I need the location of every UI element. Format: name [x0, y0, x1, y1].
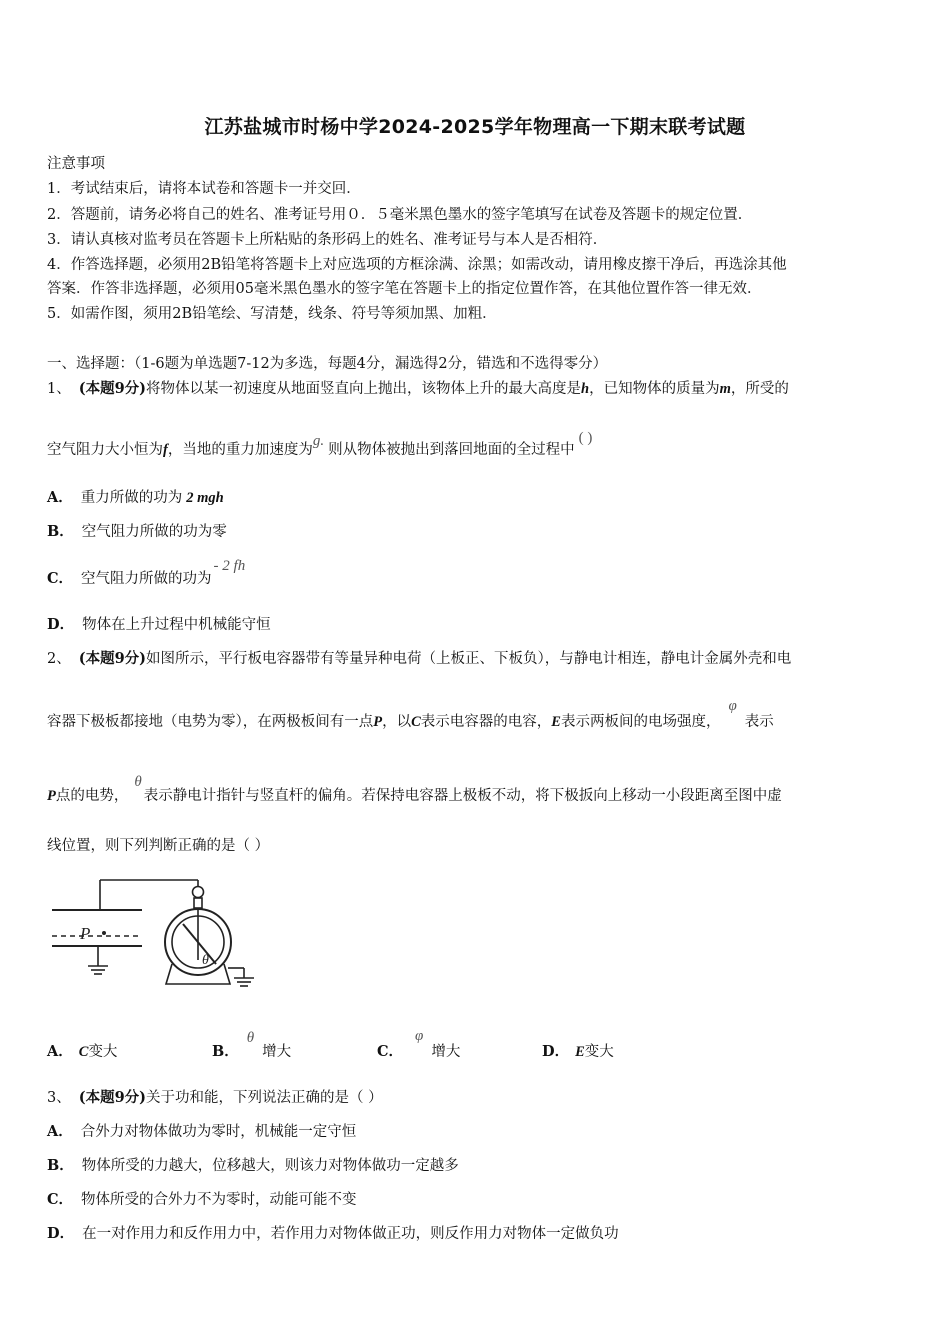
- option-label: C．: [377, 1043, 404, 1060]
- option-text: 合外力对物体做功为零时，机械能一定守恒: [80, 1124, 357, 1140]
- question-text: 表示两板间的电场强度，: [560, 714, 721, 730]
- question-text: ，当地的重力加速度为: [167, 442, 313, 458]
- question-text: 将物体以某一初速度从地面竖直向上抛出，该物体上升的最大高度是: [146, 381, 582, 397]
- option-text: 变大: [88, 1044, 118, 1060]
- q3-option-b[interactable]: [47, 1154, 459, 1175]
- var-h: h: [581, 381, 590, 397]
- question-number: 1、: [47, 381, 71, 397]
- option-label: D．: [47, 1225, 75, 1242]
- option-text: 增大: [431, 1044, 461, 1060]
- question-2-line-4: 线位置，则下列判断正确的是（ ）: [47, 838, 270, 854]
- question-3-stem: [47, 1086, 383, 1107]
- option-text: 物体所受的力越大，位移越大，则该力对物体做功一定越多: [81, 1158, 459, 1174]
- option-label: D．: [542, 1043, 570, 1060]
- option-math: φ: [415, 1028, 424, 1044]
- theta-label: θ: [202, 953, 209, 968]
- question-score: (本题9分): [78, 380, 147, 397]
- option-math: 2 mgh: [186, 490, 224, 506]
- option-label: C．: [47, 1191, 74, 1208]
- q1-option-b[interactable]: [47, 520, 227, 541]
- question-text: 则从物体被抛出到落回地面的全过程中: [328, 442, 575, 458]
- electrometer-needle: [183, 924, 216, 964]
- point-p-dot: [102, 931, 106, 935]
- electrometer-insulator: [194, 898, 202, 908]
- notice-item: 3．请认真核对监考员在答题卡上所粘贴的条形码上的姓名、准考证号与本人是否相符．: [47, 232, 608, 248]
- q2-option-d[interactable]: [542, 1040, 614, 1061]
- question-text: 点的电势，: [55, 788, 129, 804]
- option-label: C．: [47, 570, 74, 587]
- question-2-line-3: [47, 774, 782, 805]
- option-text: 在一对作用力和反作用力中，若作用力对物体做正功，则反作用力对物体一定做负功: [82, 1226, 619, 1242]
- question-1-line-1: [47, 377, 789, 398]
- option-math: E: [575, 1044, 585, 1060]
- q1-option-a[interactable]: [47, 486, 224, 507]
- notice-item: 1．考试结束后，请将本试卷和答题卡一并交回．: [47, 181, 361, 197]
- question-text: 表示电容器的电容，: [420, 714, 552, 730]
- option-math: θ: [246, 1030, 255, 1046]
- q1-option-d[interactable]: [47, 613, 271, 634]
- q2-option-c[interactable]: [377, 1028, 461, 1061]
- question-2-line-1: [47, 647, 791, 668]
- question-text: 表示: [744, 714, 774, 730]
- var-c: C: [411, 714, 421, 730]
- question-text: ，所受的: [730, 381, 789, 397]
- option-label: A．: [47, 1043, 73, 1060]
- notice-item: 4．作答选择题，必须用2B铅笔将答题卡上对应选项的方框涂满、涂黑；如需改动，请用橡皮擦干净后，再选涂其他: [47, 257, 787, 273]
- question-2-line-2: [47, 698, 774, 731]
- var-f: f: [163, 442, 168, 458]
- question-text: 空气阻力大小恒为: [47, 442, 163, 458]
- notice-item: 答案．作答非选择题，必须用05毫米黑色墨水的签字笔在答题卡上的指定位置作答，在其他位置作答一律无效．: [47, 281, 762, 297]
- question-text: ，以: [382, 714, 412, 730]
- question-score: (本题9分): [78, 1089, 147, 1106]
- notice-item: 5．如需作图，须用2B铅笔绘、写清楚，线条、符号等须加黑、加粗．: [47, 306, 497, 322]
- option-math: C: [78, 1044, 89, 1060]
- capacitor-electroscope-figure: [40, 872, 270, 1006]
- option-label: B．: [47, 523, 74, 540]
- var-p: P: [47, 788, 56, 804]
- answer-paren: ( ): [578, 430, 593, 446]
- question-text: 表示静电计指针与竖直杆的偏角。若保持电容器上极板不动，将下极扳向上移动一小段距离至图中虚: [143, 788, 782, 804]
- option-math: - 2 fh: [213, 558, 246, 574]
- question-number: 3、: [47, 1090, 71, 1106]
- q2-option-b[interactable]: [212, 1030, 292, 1061]
- var-g: g.: [312, 433, 325, 449]
- option-label: D．: [47, 616, 75, 633]
- option-text: 变大: [584, 1044, 614, 1060]
- question-1-line-2: [47, 430, 593, 459]
- var-m: m: [719, 381, 731, 397]
- option-text: 重力所做的功为: [80, 490, 183, 506]
- var-p: P: [373, 714, 383, 730]
- question-text: 关于功和能，下列说法正确的是（ ）: [146, 1090, 383, 1106]
- option-label: B．: [212, 1043, 239, 1060]
- q1-option-c[interactable]: [47, 558, 246, 588]
- option-text: 物体在上升过程中机械能守恒: [82, 617, 271, 633]
- question-number: 2、: [47, 651, 71, 667]
- question-text: ，已知物体的质量为: [589, 381, 720, 397]
- section-heading: 一、选择题：（1-6题为单选题7-12为多选，每题4分，漏选得2分，错选和不选得零分）: [47, 356, 608, 372]
- q3-option-a[interactable]: [47, 1120, 356, 1141]
- question-text: 如图所示，平行板电容器带有等量异种电荷（上板正、下板负），与静电计相连，静电计金属外壳和电: [146, 651, 792, 667]
- option-text: 空气阻力所做的功为: [81, 571, 212, 587]
- option-label: B．: [47, 1157, 74, 1174]
- point-p-label: P: [80, 924, 91, 943]
- electrometer-knob: [193, 887, 204, 898]
- notice-item: 2．答题前，请务必将自己的姓名、准考证号用０．５毫米黑色墨水的签字笔填写在试卷及答题卡的规定位置．: [47, 207, 753, 223]
- var-e: E: [551, 714, 561, 730]
- var-phi: φ: [728, 698, 737, 714]
- option-label: A．: [47, 489, 73, 506]
- question-text: 容器下极板都接地（电势为零），在两极板间有一点: [47, 714, 374, 730]
- option-text: 物体所受的合外力不为零时，动能可能不变: [81, 1192, 357, 1208]
- page-title: 江苏盐城市时杨中学2024-2025学年物理高一下期末联考试题: [204, 116, 746, 138]
- q2-option-a[interactable]: [47, 1040, 117, 1061]
- option-label: A．: [47, 1123, 73, 1140]
- option-text: 增大: [262, 1044, 292, 1060]
- option-text: 空气阻力所做的功为零: [81, 524, 227, 540]
- q3-option-d[interactable]: [47, 1222, 619, 1243]
- var-theta: θ: [134, 774, 142, 790]
- question-score: (本题9分): [78, 650, 147, 667]
- notice-heading: 注意事项: [47, 156, 105, 172]
- q3-option-c[interactable]: [47, 1188, 357, 1209]
